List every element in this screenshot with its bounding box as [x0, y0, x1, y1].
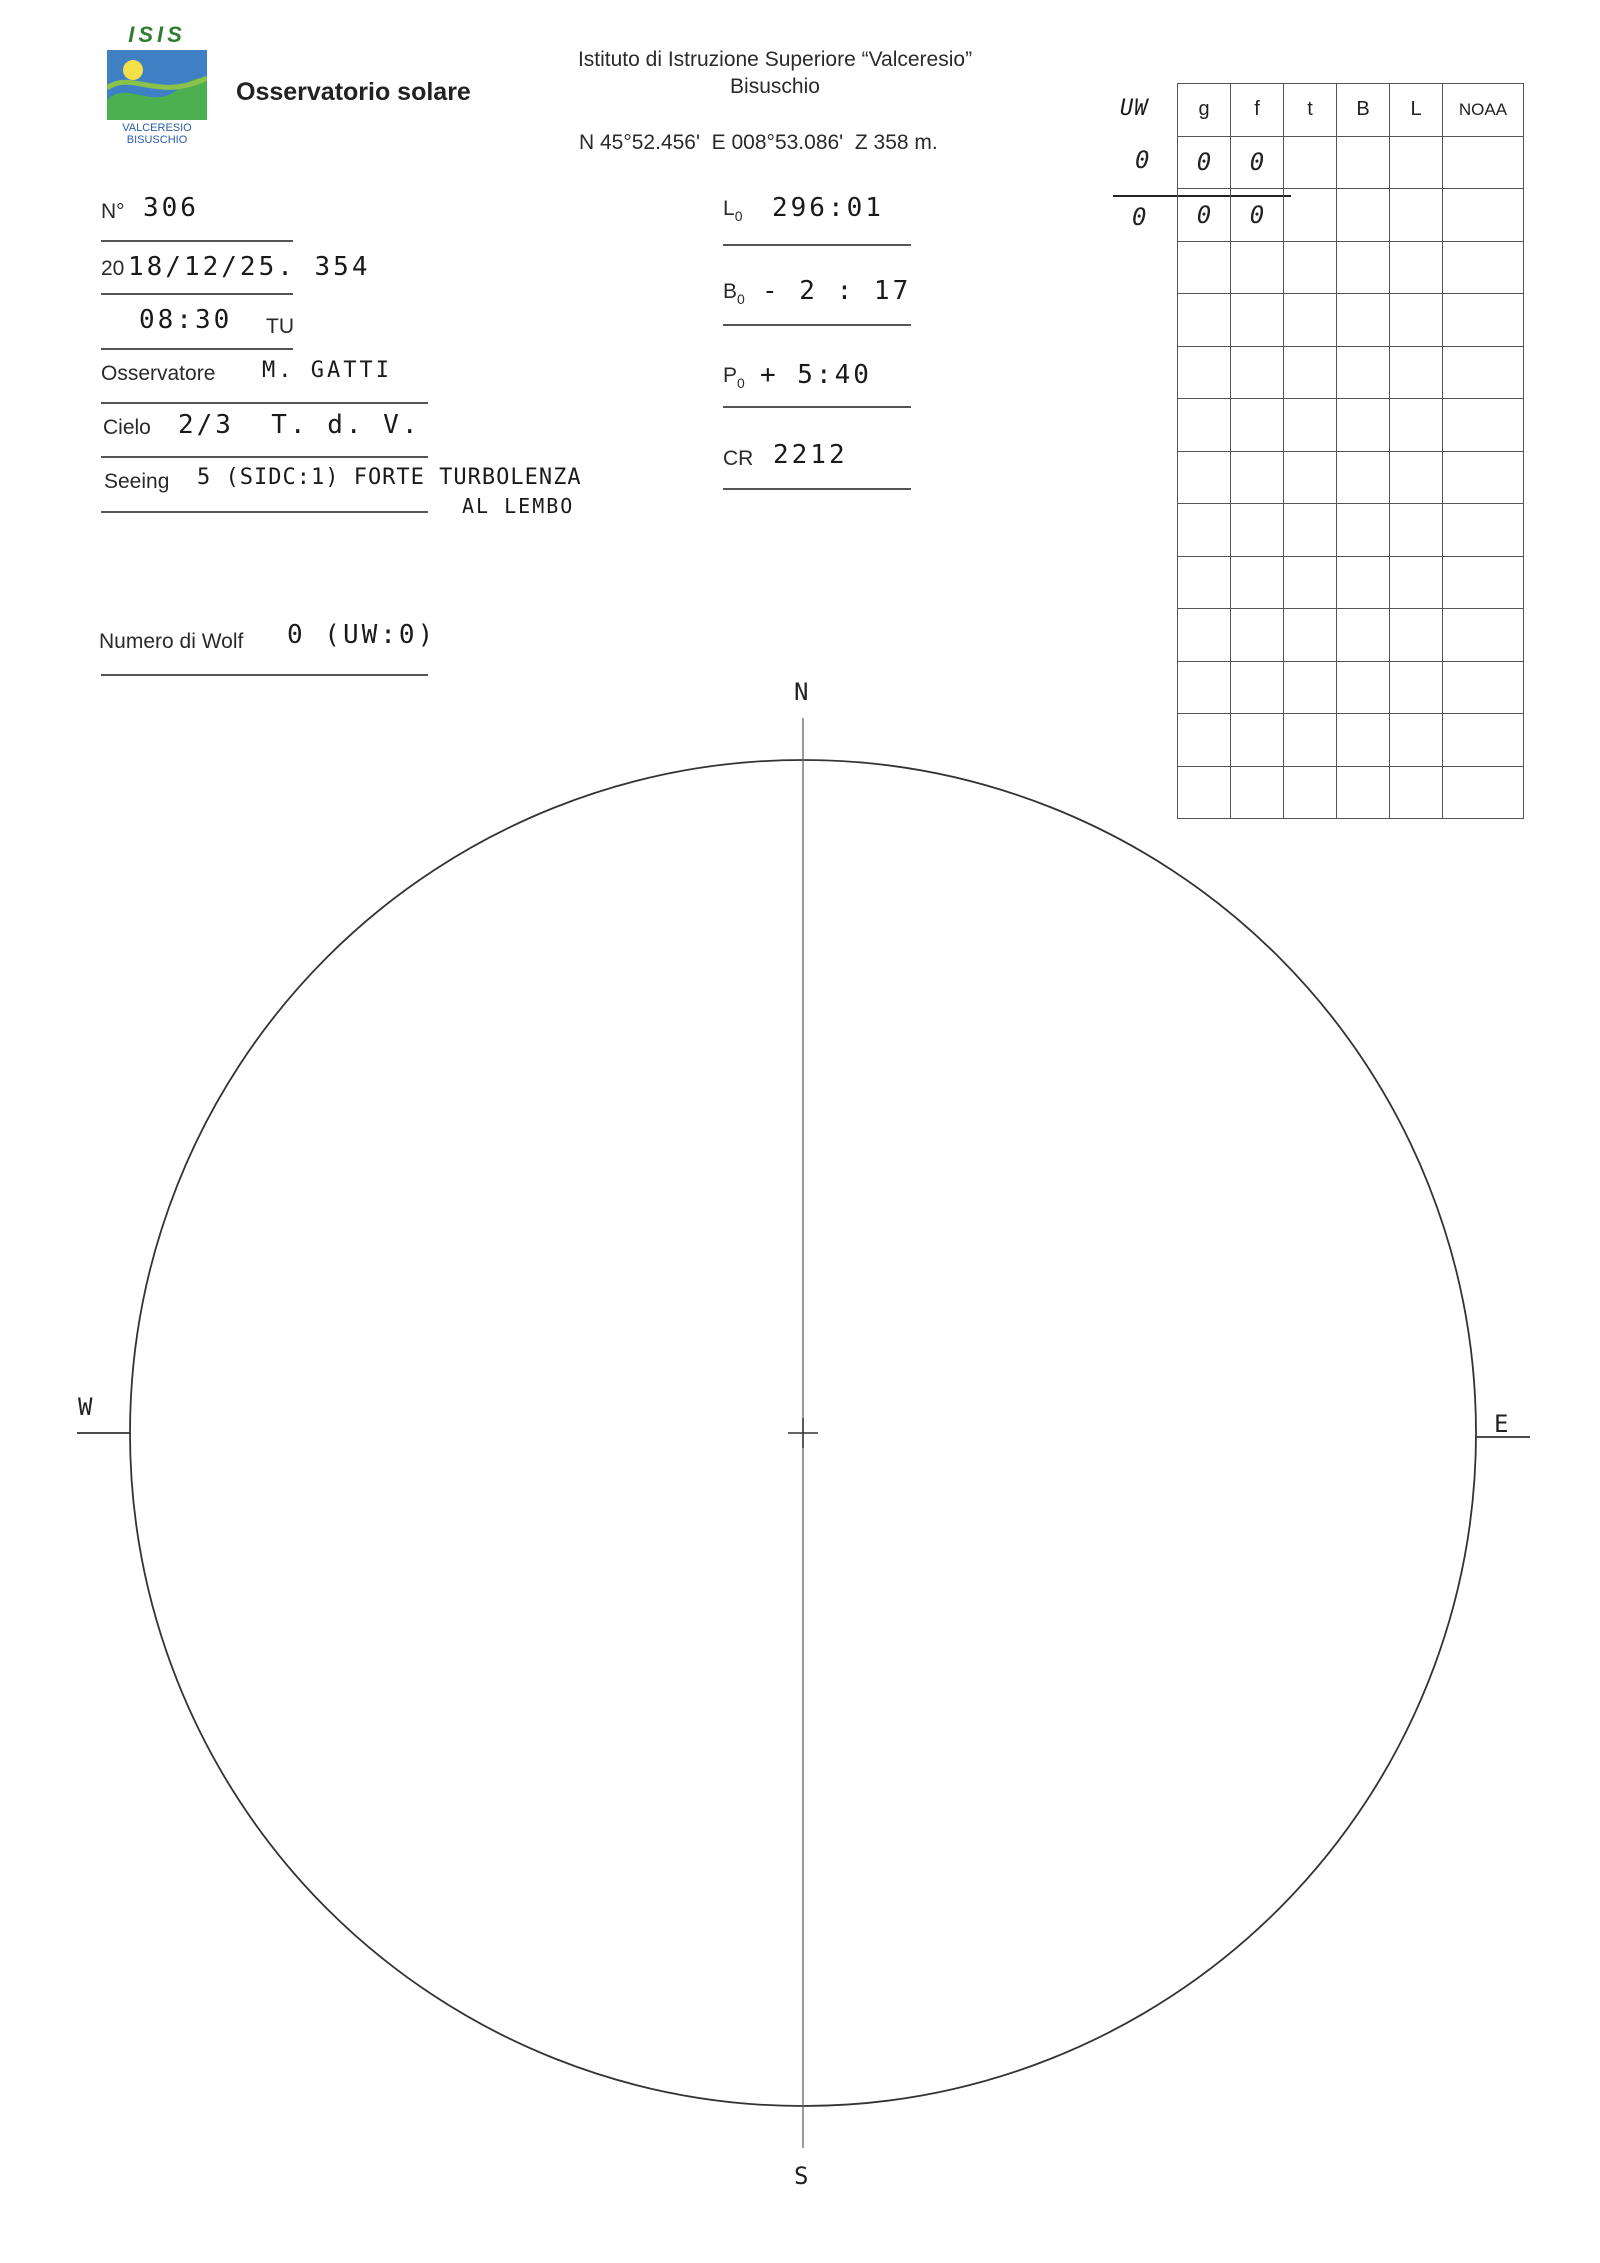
b0-letter: B: [723, 280, 738, 303]
observer-label: Osservatore: [101, 362, 216, 385]
cr-label: CR: [723, 447, 754, 470]
date-prefix: 20: [101, 257, 125, 280]
east-label: E: [1494, 1410, 1509, 1438]
time-unit: TU: [266, 315, 294, 338]
time-value: 08:30: [139, 305, 233, 335]
sky-value: 2/3 T. d. V.: [178, 410, 421, 440]
header-t: t: [1284, 84, 1337, 137]
observatory-title: Osservatorio solare: [236, 78, 471, 106]
l0-sub: 0: [734, 208, 743, 224]
logo-caption-1: VALCERESIO: [122, 122, 192, 134]
cell-f: 0: [1231, 189, 1284, 242]
cell-g: 0: [1178, 136, 1231, 189]
seeing-label: Seeing: [104, 470, 170, 493]
west-label: W: [78, 1393, 93, 1421]
number-label: N°: [101, 200, 125, 223]
wolf-label: Numero di Wolf: [99, 630, 244, 653]
north-label: N: [794, 678, 809, 706]
p0-sub: 0: [737, 375, 745, 391]
seeing-value-line2: AL LEMBO: [462, 494, 575, 518]
logo-caption-2: BISUSCHIO: [126, 134, 188, 146]
uw-header: UW: [1120, 96, 1149, 121]
cell-g: 0: [1178, 189, 1231, 242]
institute-town: Bisuschio: [730, 75, 820, 98]
header-f: f: [1231, 84, 1284, 137]
south-label: S: [794, 2162, 809, 2190]
uw-value-1: 0: [1135, 146, 1150, 174]
header-noaa: NOAA: [1443, 84, 1524, 137]
header-g: g: [1178, 84, 1231, 137]
p0-value: + 5:40: [760, 360, 872, 390]
cr-value: 2212: [773, 440, 848, 470]
seeing-value: 5 (SIDC:1) FORTE TURBOLENZA: [197, 465, 582, 490]
header-l: L: [1390, 84, 1443, 137]
header-b: B: [1337, 84, 1390, 137]
p0-letter: P: [723, 364, 738, 387]
number-value: 306: [143, 193, 199, 223]
observer-value: M. GATTI: [262, 358, 392, 383]
b0-sub: 0: [737, 291, 745, 307]
date-value: 18/12/25. 354: [128, 252, 371, 282]
logo-text: ISIS: [128, 22, 186, 47]
cell-f: 0: [1231, 136, 1284, 189]
l0-value: 296:01: [772, 193, 884, 223]
sky-label: Cielo: [103, 416, 151, 439]
wolf-value: 0 (UW:0): [287, 620, 437, 650]
uw-value-2: 0: [1132, 203, 1147, 231]
b0-value: - 2 : 17: [762, 276, 912, 306]
institute-name: Istituto di Istruzione Superiore “Valceresio”: [577, 48, 973, 71]
site-coordinates: N 45°52.456' E 008°53.086' Z 358 m.: [579, 131, 938, 154]
l0-letter: L: [723, 197, 735, 220]
